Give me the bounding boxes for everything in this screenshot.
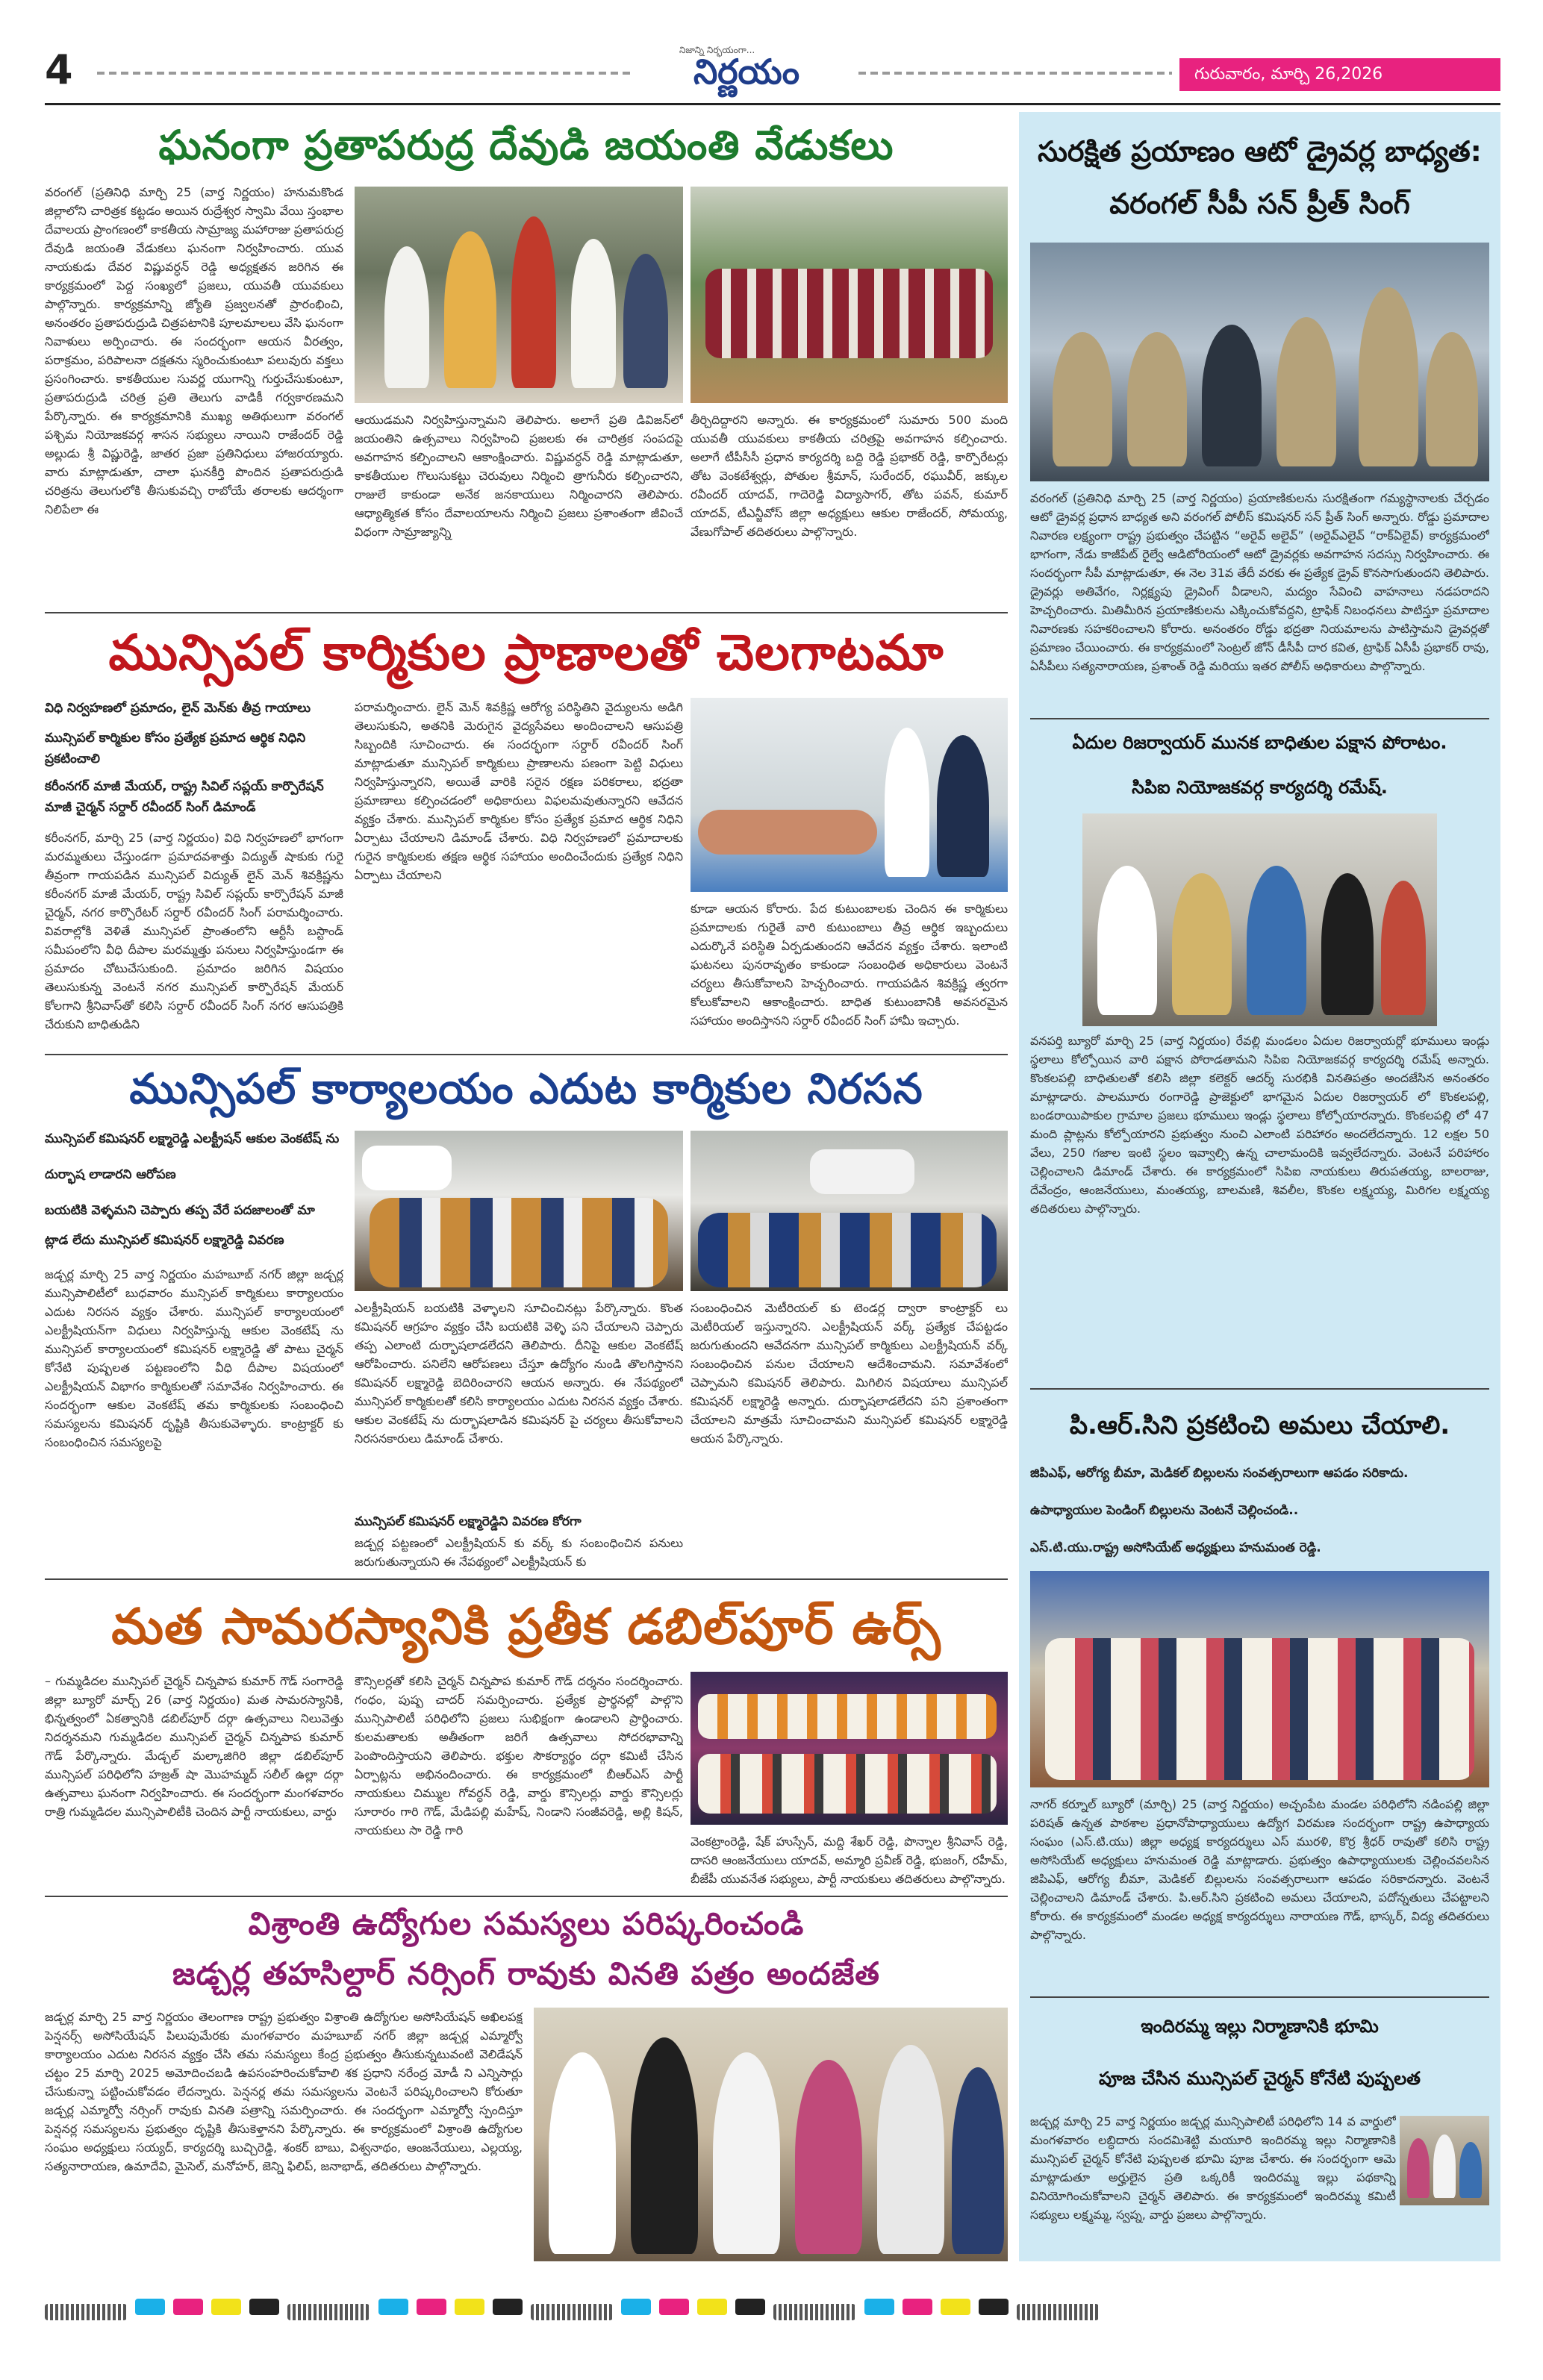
divider-2 (45, 1054, 1008, 1055)
swatch-magenta (173, 2299, 203, 2315)
article2-body-right: కూడా ఆయన కోరారు. పేద కుటుంబాలకు చెందిన ఈ కార్మికులు ప్రమాదాలకు గురైతే వారి కుటుంబాలు తీవ్ర ఆర్థిక ఇబ్బందులు ఎదుర్కొనే పరిస్థితి ఏర్పడుతుందని ఆవేదన వ్యక్తం చేశారు. ఇలాంటి ఘటనలు పునరావృతం కాకుండా సంబంధిత అధికారులు వెంటనే చర్యలు తీసుకోవాలని హెచ్చరించారు. గాయపడిన శివక్రిష్ణ త్వరగా కోలుకోవాలని ఆకాంక్షించారు. బాధిత కుటుంబానికి అవసరమైన సహాయం అందిస్తానని సర్దార్ రవీందర్ సింగ్ హామీ ఇచ్చారు. (691, 902, 1008, 1028)
article3-photo-protest-left (355, 1131, 683, 1291)
divider-1 (45, 612, 1008, 613)
divider-4 (45, 1896, 1008, 1897)
sidebar-story4-headline1: ఇందిరమ్మ ఇల్లు నిర్మాణానికి భూమి (1141, 2016, 1379, 2037)
registration-dash (45, 2304, 127, 2320)
header-dashes-right (858, 72, 1172, 75)
swatch-black (249, 2299, 279, 2315)
swatch-cyan (621, 2299, 651, 2315)
article3-deck-1: మున్సిపల్ కమిషనర్ లక్ష్మారెడ్డి ఎలక్ట్రీషన్ ఆకుల వెంకటేష్ ను (45, 1131, 340, 1146)
article3-headline: మున్సిపల్ కార్యాలయం ఎదుట కార్మికుల నిరసన (129, 1065, 923, 1114)
sidebar-story3-photo (1030, 1571, 1489, 1787)
article3-photo-protest-right (691, 1131, 1008, 1291)
sidebar-story3-deck-2: ఉపాధ్యాయుల పెండింగ్ బిల్లులను వెంటనే చెల్లించండి.. (1030, 1503, 1299, 1518)
article4-headline: మత సామరస్యానికి ప్రతీక డబిల్‌పూర్ ఉర్స్ (111, 1598, 941, 1655)
logo-tagline: నిజాన్ని నిర్భయంగా... (679, 45, 755, 55)
article2-headline: మున్సిపల్ కార్మికుల ప్రాణాలతో చెలగాటమా (108, 624, 944, 681)
article2-deck-3: కరీంనగర్ మాజీ మేయర్, రాష్ట్ర సివిల్ సప్లయ్ కార్పొరేషన్ మాజీ చైర్మన్ సర్దార్ రవీందర్ సింగ్ డిమాండ్ (45, 779, 324, 815)
swatch-yellow (941, 2299, 970, 2315)
sidebar-story4-body: జడ్చర్ల మార్చి 25 వార్త నిర్ణయం జడ్చర్ల మున్సిపాలిటీ పరిధిలోని 14 వ వార్డులో మంగళవారం లబ్ధిదారు సందమిశెట్టి మయూరి ఇందిరమ్మ ఇల్లు నిర్మాణానికి మున్సిపల్ చైర్మన్ కోనేటి పుష్పలత భూమి పూజ చేశారు. ఈ సందర్భంగా ఆమె మాట్లాడుతూ అర్హులైన ప్రతి ఒక్కరికీ ఇందిరమ్మ ఇల్లు పథకాన్ని వినియోగించుకోవాలని చైర్మన్ తెలిపారు. ఈ కార్యక్రమంలో ఇందిరమ్మ కమిటీ సభ్యులు లక్ష్మమ్మ, స్వప్న, వార్డు ప్రజలు పాల్గొన్నారు. (1030, 2114, 1396, 2222)
header-dashes-left (97, 72, 635, 75)
swatch-black (979, 2299, 1009, 2315)
swatch-yellow (455, 2299, 484, 2315)
sidebar-story1-headline: సురక్షిత ప్రయాణం ఆటో డ్రైవర్ల బాధ్యత: వరంగల్ సీపీ సన్ ప్రీత్ సింగ్ (1038, 135, 1482, 220)
swatch-magenta (659, 2299, 689, 2315)
date-bar: గురువారం, మార్చి 26,2026 (1179, 58, 1500, 91)
article2-body-left: కరీంనగర్, మార్చి 25 (వార్త నిర్ణయం) విధి నిర్వహణలో భాగంగా మరమ్మతులు చేస్తుండగా ప్రమాదవశాత్తు విద్యుత్ షాకుకు గురై తీవ్రంగా గాయపడిన మున్సిపల్ విద్యుత్ లైన్ మెన్ శివక్రిష్ణను కరీంనగర్ మాజీ మేయర్, రాష్ట్ర సివిల్ సప్లయ్ కార్పొరేషన్ మాజీ చైర్మన్, నగర కార్పొరేటర్ సర్దార్ రవీందర్ సింగ్ పరామర్శించారు. వివరాల్లోకి వెళితే మున్సిపల్ ప్రాంతంలోని ఆర్టీసీ బస్టాండ్ సమీపంలోని వీధి దీపాల మరమ్మత్తు పనులు నిర్వహిస్తుండగా ఈ ప్రమాదం చోటుచేసుకుంది. ప్రమాదం జరిగిన విషయం తెలుసుకున్న వెంటనే నగర మున్సిపల్ కార్పొరేషన్ మేయర్ కోలగాని శ్రీనివాస్‌తో కలిసి సర్దార్ రవీందర్ సింగ్ నగర ఆసుపత్రికి చేరుకుని బాధితుడిని (45, 831, 343, 1031)
swatch-cyan (378, 2299, 408, 2315)
article3-body-left: జడ్చర్ల మార్చి 25 వార్త నిర్ణయం మహబూబ్ నగర్ జిల్లా జడ్చర్ల మున్సిపాలిటీలో బుధవారం మున్సిపల్ కార్మికులు కార్యాలయం ఎదుట నిరసన వ్యక్తం చేశారు. మున్సిపల్ కార్యాలయంలో ఎలక్ట్రీషియన్‌గా విధులు నిర్వహిస్తున్న ఆకుల వెంకటేష్ ను మున్సిపల్ కార్యాలయంలో కమిషనర్ లక్ష్మారెడ్డి తో పాటు చైర్మన్ కోనేటి పుష్పలత పట్టణంలోని వీధి దీపాల విషయంలో ఎలక్ట్రీషియన్ విభాగం కార్మికులతో సమావేశం నిర్వహించారు. ఈ సందర్భంగా ఆకుల వెంకటేష్ తమ కార్మికులకు సంబంధించి సమస్యలను కమిషనర్ దృష్టికి తీసుకువెళ్ళారు. కాంట్రాక్టర్ కు సంబంధించిన సమస్యలపై (45, 1267, 343, 1449)
article1-photo-ceremony (355, 187, 683, 403)
article1-photo-students (691, 187, 1008, 403)
sidebar-story3-deck-3: ఎస్.టి.యు.రాష్ట్ర అసోసియేట్ అధ్యక్షులు హనుమంత రెడ్డి. (1030, 1540, 1321, 1555)
sidebar-story2-photo (1082, 813, 1437, 1026)
article1-headline: ఘనంగా ప్రతాపరుద్ర దేవుడి జయంతి వేడుకలు (158, 122, 894, 169)
page-number: 4 (45, 46, 73, 93)
swatch-cyan (135, 2299, 165, 2315)
article5-headline2: జడ్చర్ల తహసిల్దార్ నర్సింగ్ రావుకు వినతి పత్రం అందజేత (172, 1955, 880, 1992)
article1-body: వరంగల్ (ప్రతినిధి మార్చి 25 (వార్త నిర్ణయం) హనుమకొండ జిల్లాలోని చారిత్రక కట్టడం అయిన రుద్రేశ్వర స్వామి వేయి స్తంభాల దేవాలయ ప్రాంగణంలో కాకతీయ సామ్రాజ్య మహారాజు ప్రతాపరుద్ర దేవుడి జయంతి వేడుకలు ఘనంగా నిర్వహించారు. యువ నాయకుడు దేవర విష్ణువర్ధన్ రెడ్డి అధ్యక్షతన జరిగిన ఈ కార్యక్రమంలో పెద్ద సంఖ్యలో ప్రజలు, యువతీ యువకులు పాల్గొన్నారు. కార్యక్రమాన్ని జ్యోతి ప్రజ్వలనతో ప్రారంభించి, అనంతరం ప్రతాపరుద్రుడి చిత్రపటానికి పూలమాలలు వేసి ఘనంగా నివాళులు అర్పించారు. ఈ సందర్భంగా ఆయన వీరత్వం, పరాక్రమం, పరిపాలనా దక్షతను స్మరించుకుంటూ పలువురు వక్తలు ప్రసంగించారు. కాకతీయుల సువర్ణ యుగాన్ని గుర్తుచేసుకుంటూ, ప్రతాపరుద్రుడి చరిత్ర ప్రతి తెలుగు వాడికీ గర్వకారణమని పేర్కొన్నారు. ఈ కార్యక్రమానికి ముఖ్య అతిథులుగా వరంగల్ పశ్చిమ నియోజకవర్గ శాసన సభ్యులు నాయిని రాజేందర్ రెడ్డి అల్లుడు శ్రీ విష్ణురెడ్డి, జాతర ప్రజా ప్రతినిధులు హాజరయ్యారు. వారు మాట్లాడుతూ, చాలా ఘనకీర్తి పొందిన ప్రతాపరుద్రుడి చరిత్రను తెలుగులోకి తీసుకువచ్చి రాబోయే తరాలకు ఆదర్శంగా నిలిపేలా ఈ (45, 185, 343, 516)
sidebar-story2-headline2: సిపిఐ నియోజకవర్గ కార్యదర్శి రమేష్. (1132, 777, 1388, 798)
article4-body-mid: కౌన్సిలర్లతో కలిసి చైర్మన్ చిన్నపాప కుమార్ గౌడ్ దర్శనం సందర్శించారు. గంధం, పుష్ప చాదర్ సమర్పించారు. ప్రత్యేక ప్రార్థనల్లో పాల్గొని మున్సిపాలిటీ పరిధిలోని ప్రజలు సుభిక్షంగా ఉండాలని ప్రార్థించారు. కులమతాలకు అతీతంగా జరిగే ఉత్సవాలు సోదరభావాన్ని పెంపొందిస్తాయని తెలిపారు. భక్తుల సౌకర్యార్థం దర్గా కమిటీ చేసిన ఏర్పాట్లను అభినందించారు. ఈ కార్యక్రమంలో బీఆర్ఎస్ పార్టీ నాయకులు చిమ్ముల గోవర్ధన్ రెడ్డి, వార్డు కౌన్సిలర్లు వార్డు కౌన్సిలర్లు సూరారం గారి గౌడ్, మేడిపల్లి మహేష్, నిండాని సంజీవరెడ్డి, అల్లి కిషన్, నాయకులు సా రెడ్డి గారి (355, 1674, 683, 1837)
article5-photo-petition (534, 2008, 1008, 2261)
registration-dash (1017, 2304, 1099, 2320)
sidebar-divider-3 (1030, 1996, 1489, 1998)
sidebar-story3-headline: పి.ఆర్.సిని ప్రకటించి అమలు చేయాలి. (1069, 1411, 1450, 1440)
sidebar (1019, 112, 1500, 2261)
sidebar-story1-body: వరంగల్ (ప్రతినిధి మార్చి 25 (వార్త నిర్ణయం) ప్రయాణికులను సురక్షితంగా గమ్యస్థానాలకు చేర్చడం ఆటో డ్రైవర్ల ప్రధాన బాధ్యత అని వరంగల్ పోలీస్ కమిషనర్ సన్ ప్రీత్ సింగ్ అన్నారు. రోడ్డు ప్రమాదాల నివారణ లక్ష్యంగా రాష్ట్ర ప్రభుత్వం చేపట్టిన “అరైవ్ అలైవ్” (అరైవ్‌ఎలైవ్ “రాక్‌ఏలైవ్) కార్యక్రమంలో భాగంగా, నేడు కాజీపేట్ రైల్వే ఆడిటోరియంలో ఆటో డ్రైవర్లకు అవగాహన సదస్సు నిర్వహించారు. ఈ సందర్భంగా సీపీ మాట్లాడుతూ, ఈ నెల 31వ తేదీ వరకు ఈ ప్రత్యేక డ్రైవ్ కొనసాగుతుందని తెలిపారు. డ్రైవర్లు అతివేగం, నిర్లక్ష్యపు డ్రైవింగ్ వీడాలని, మద్యం సేవించి వాహనాలు నడపరాదని హెచ్చరించారు. మితిమీరిన ప్రయాణికులను ఎక్కించుకోవద్దని, ట్రాఫిక్ నిబంధనలు పాటిస్తూ ప్రమాదాల నివారణకు సహకరించాలని కోరారు. అనంతరం రోడ్డు భద్రతా నియమాలను పాటిస్తామని డ్రైవర్లతో ప్రమాణం చేయించారు. ఈ కార్యక్రమంలో సెంట్రల్ జోన్ డీసీపీ దార కవిత, ట్రాఫిక్ ఏసీపీ ప్రభాకర్ రావు, ఏసీపీలు సత్యనారాయణ, ప్రశాంత్ రెడ్డి మరియు ఇతర పోలీస్ అధికారులు పాల్గొన్నారు. (1030, 491, 1489, 673)
article1-caption-mid: ఆయుడమని నిర్వహిస్తున్నామని తెలిపారు. అలాగే ప్రతి డివిజన్‌లో జయంతిని ఉత్సవాలు నిర్వహించి ప్రజలకు ఈ చారిత్రక సంపదపై అవగాహన కల్పించాలని ఆకాంక్షించారు. విష్ణువర్ధన్ రెడ్డి మాట్లాడుతూ, కాకతీయుల గొలుసుకట్టు చెరువులు నిర్మించి త్రాగునీరు కల్పించారని, రాజులే కాకుండా అనేక జనకాయులు నిర్మించారని తెలిపారు. ఆధ్యాత్మికత కోసం దేవాలయాలను నిర్మించి ప్రజలు ప్రశాంతంగా జీవించే విధంగా సామ్రాజ్యాన్ని (355, 413, 683, 539)
swatch-cyan (864, 2299, 894, 2315)
logo-text: నిర్ణయం (693, 51, 800, 92)
article3-sub-bold: మున్సిపల్ కమిషనర్ లక్ష్మారెడ్డిని వివరణ కోరగా (355, 1514, 582, 1529)
article4-body-left: – గుమ్మడిదల మున్సిపల్ చైర్మన్ చిన్నపాప కుమార్ గౌడ్ సంగారెడ్డి జిల్లా బ్యూరో మార్చ్ 26 (వార్త నిర్ణయం) మత సామరస్యానికి, భిన్నత్వంలో ఏకత్వానికి డబిల్‌పూర్ దర్గా ఉత్సవాలు నిలువెత్తు నిదర్శనమని గుమ్మడిదల మున్సిపల్ చైర్మన్ చిన్నపాప కుమార్ గౌడ్ పేర్కొన్నారు. మేడ్చల్ మల్కాజిగిరి జిల్లా డబిల్‌పూర్ మున్సిపల్ పరిధిలోని హజ్రత్ షా మొహమ్మద్ సలీల్ ఉల్లా దర్గా ఉత్సవాలు ఘనంగా నిర్వహించారు. ఈ సందర్భంగా మంగళవారం రాత్రి గుమ్మడిదల మున్సిపాలిటీకి చెందిన పార్టీ నాయకులు, వార్డు (45, 1674, 343, 1819)
sidebar-story4-photo (1400, 2116, 1489, 2205)
divider-3 (45, 1578, 1008, 1580)
article2-body-mid: పరామర్శించారు. లైన్ మెన్ శివక్రిష్ణ ఆరోగ్య పరిస్థితిని వైద్యులను అడిగి తెలుసుకుని, అతనికి మెరుగైన వైద్యసేవలు అందించాలని ఆసుపత్రి సిబ్బందికి సూచించారు. ఈ సందర్భంగా సర్దార్ రవీందర్ సింగ్ మాట్లాడుతూ మున్సిపల్ కార్మికులు ప్రాణాలను పణంగా పెట్టి విధులు నిర్వహిస్తున్నారని, అయితే వారికి సరైన రక్షణ పరికరాలు, భద్రతా ప్రమాణాలు కల్పించడంలో అధికారులు విఫలమవుతున్నారని ఆవేదన వ్యక్తం చేశారు. మున్సిపల్ కార్మికుల కోసం ప్రత్యేక ప్రమాద ఆర్థిక నిధిని ఏర్పాటు చేయాలని డిమాండ్ చేశారు. విధి నిర్వహణలో ప్రమాదాలకు గురైన కార్మికులకు తక్షణ ఆర్థిక సహాయం అందించేందుకు ప్రత్యేక నిధిని ఏర్పాటు చేయాలని (355, 700, 683, 882)
masthead-logo (649, 45, 844, 94)
sidebar-story2-headline1: ఏదుల రిజర్వాయర్ మునక బాధితుల పక్షాన పోరాటం. (1072, 732, 1447, 753)
article3-deck-3: బయటికి వెళ్ళమని చెప్పారు తప్ప వేరే పదజాలంతో మా (45, 1203, 315, 1218)
article3-deck-4: ట్లాడ లేదు మున్సిపల్ కమిషనర్ లక్ష్మారెడ్డి వివరణ (45, 1233, 284, 1248)
header-rule (45, 103, 1500, 105)
swatch-black (493, 2299, 523, 2315)
swatch-black (735, 2299, 765, 2315)
article2-deck-1: విధి నిర్వహణలో ప్రమాదం, లైన్ మెన్‌కు తీవ్ర గాయాలు (45, 701, 311, 716)
sidebar-divider-1 (1030, 718, 1489, 719)
article3-body-mid: ఎలక్ట్రీషియన్ బయటికి వెళ్ళాలని సూచించినట్లు పేర్కొన్నారు. కొంత కమిషనర్ ఆగ్రహం వ్యక్తం చేసి బయటికి వెళ్ళి పని చేయాలని చెప్పారు తప్ప ఎలాంటి దుర్భాషలాడలేదని తెలిపారు. దీనిపై ఆకుల వెంకటేష్ ఆరోపించారు. పనిలేని ఆరోపణలు చేస్తూ ఉద్యోగం నుండి తొలగిస్తానని కమిషనర్ లక్ష్మారెడ్డి బెదిరించారని ఆయన అన్నారు. ఈ నేపథ్యంలో మున్సిపల్ కార్మికులతో కలిసి కార్యాలయం ఎదుట నిరసన వ్యక్తం చేశారు. ఆకుల వెంకటేష్ ను దుర్భాషలాడిన కమిషనర్ పై చర్యలు తీసుకోవాలని నిరసనకారులు డిమాండ్ చేశారు. (355, 1301, 683, 1446)
swatch-magenta (903, 2299, 932, 2315)
article4-photo-urs (691, 1672, 1008, 1825)
article4-body-right: వెంకట్రాంరెడ్డి, షేక్ హుస్సేన్, మద్ది శేఖర్ రెడ్డి, పొన్నాల శ్రీనివాస్ రెడ్డి, దాసరి ఆంజనేయులు యాదవ్, అమ్మారి ప్రవీణ్ రెడ్డి, భుజంగ్, రహీమ్, బీజేపీ యువనేత సభ్యులు, పార్టీ నాయకులు తదితరులు పాల్గొన్నారు. (691, 1834, 1008, 1886)
registration-dash (287, 2304, 370, 2320)
article1-caption-right: తీర్చిదిద్దారని అన్నారు. ఈ కార్యక్రమంలో సుమారు 500 మంది యువతీ యువకులు కాకతీయ చరిత్రపై అవగాహన కల్పించారు. అలాగే టీపీసీసీ ప్రధాన కార్యదర్శి బద్ది రెడ్డి ప్రభాకర్ రెడ్డి, కార్పొరేటర్లు తోట వెంకటేశ్వర్లు, పోతుల శ్రీమాన్, సురేందర్, రఘువీర్, జక్కుల రవీందర్ యాదవ్, గాదెరెడ్డి విద్యాసాగర్, తోట పవన్, కుమార్ యాదవ్, టీఎన్జీవోస్ జిల్లా అధ్యక్షులు ఆకుల రాజేందర్, సోమయ్య, వేణుగోపాల్ తదితరులు పాల్గొన్నారు. (691, 413, 1008, 539)
registration-dash (531, 2304, 613, 2320)
sidebar-story1-photo (1030, 243, 1489, 481)
article5-headline1: విశ్రాంతి ఉద్యోగుల సమస్యలు పరిష్కరించండి (248, 1905, 805, 1942)
sidebar-story2-body: వనపర్తి బ్యూరో మార్చి 25 (వార్త నిర్ణయం) రేవల్లి మండలం ఏదుల రిజర్వాయర్లో భూములు ఇండ్లు స్థలాలు కోల్పోయిన వారి పక్షాన పోరాడతామని సిపిఐ నియోజకవర్గ కార్యదర్శి రమేష్ అన్నారు. కొంకలపల్లి బాధితులతో కలిసి జిల్లా కలెక్టర్ ఆదర్శ్ సురభికి వినతిపత్రం అందజేసిన అనంతరం మాట్లాడారు. పాలమూరు రంగారెడ్డి ప్రాజెక్టులో భాగమైన ఏదుల రిజర్వాయర్ లో కొంకలపల్లి, బండరాయిపాకుల గ్రామాల ప్రజలు భూములు ఇండ్లు స్థలాలు కోల్పోయారన్నారు. కొంకలపల్లి లో 47 మంది ప్లాట్లను కోల్పోయారని ప్రభుత్వం నుంచి ఎలాంటి పరిహారం అందలేదన్నారు. 12 లక్షల 50 వేలు, 250 గజాల ఇంటి స్థలం ఇవ్వాల్సి ఉన్న చాలామందికి ఇవ్వలేదన్నారు. వెంటనే పరిహారం చెల్లించాలని డిమాండ్ చేశారు. ఈ కార్యక్రమంలో సిపిఐ నాయకులు తిరుపతయ్య, బాలరాజు, దేవేంద్రం, ఆంజనేయులు, మంతయ్య, బాలమణి, శివలీల, కొంకల లక్ష్మయ్య, మిరిగల లక్ష్మయ్య తదితరులు పాల్గొన్నారు. (1030, 1034, 1489, 1216)
sidebar-story4-headline2: పూజ చేసిన మున్సిపల్ చైర్మన్ కోనేటి పుష్పలత (1099, 2068, 1421, 2089)
print-registration-strip (45, 2299, 1500, 2321)
article3-body-mid2: జడ్చర్ల పట్టణంలో ఎలక్ట్రీషియన్ కు వర్క్ కు సంబంధించిన పనులు జరుగుతున్నాయని ఈ నేపథ్యంలో ఎలక్ట్రీషియన్ కు (355, 1536, 683, 1569)
article2-photo-hospital (691, 698, 1008, 892)
sidebar-story3-body: నాగర్ కర్నూల్ బ్యూరో (మార్చి) 25 (వార్త నిర్ణయం) అచ్చంపేట మండల పరిధిలోని నడింపల్లి జిల్లా పరిషత్ ఉన్నత పాఠశాల ప్రధానోపాధ్యాయులు ఉద్యోగ విరమణ సందర్భంగా రాష్ట్ర ఉపాధ్యాయ సంఘం (ఎస్.టి.యు) జిల్లా అధ్యక్ష కార్యదర్శులు ఎస్ మురళి, కొర్ర శ్రీధర్ రావుతో కలిసి రాష్ట్ర అసోసియేట్ అధ్యక్షులు హనుమంత రెడ్డి మాట్లాడారు. ప్రభుత్వం ఉపాధ్యాయులకు చెల్లించవలసిన జిపిఎఫ్, ఆరోగ్య బీమా, మెడికల్ బిల్లులను సంవత్సరాలుగా ఆపడం సరికాదన్నారు. వెంటనే చెల్లించాలని డిమాండ్ చేశారు. పి.ఆర్.సిని ప్రకటించి అమలు చేయాలని, పదోన్నతులు చేపట్టాలని కోరారు. ఈ కార్యక్రమంలో మండల అధ్యక్ష కార్యదర్శులు నారాయణ గౌడ్, భాస్కర్, విద్య తదితరులు పాల్గొన్నారు. (1030, 1797, 1489, 1942)
article3-body-right: సంబంధించిన మెటీరియల్ కు టెండర్ల ద్వారా కాంట్రాక్టర్ లు మెటీరియల్ ఇస్తున్నారని. ఎలక్ట్రీషియన్ వర్క్ ప్రత్యేక చేపట్టడం జరుగుతుందని ఆవేదనగా మున్సిపల్ కార్మికులు ఎలక్ట్రీషియన్ వర్క్ సంబంధించిన పనుల చేయాలని ఆదేశించామని. సమావేశంలో చెప్పామని కమిషనర్ తెలిపారు. మిగిలిన విషయాలు మున్సిపల్ కమిషనర్ లక్ష్మారెడ్డి అన్నారు. దుర్భాషలాడలేదని పని ప్రశాంతంగా చేయాలని మాత్రమే సూచించామని మున్సిపల్ కమిషనర్ లక్ష్మారెడ్డి ఆయన పేర్కొన్నారు. (691, 1301, 1008, 1446)
article5-body: జడ్చర్ల మార్చి 25 వార్త నిర్ణయం తెలంగాణ రాష్ట్ర ప్రభుత్వం విశ్రాంతి ఉద్యోగుల అసోసియేషన్ అఖిలపక్ష పెన్షనర్స్ అసోసియేషన్ పిలుపుమేరకు మంగళవారం మహబూబ్ నగర్ జిల్లా జడ్చర్ల ఎమ్మార్వో కార్యాలయం ఎదుట నిరసన వ్యక్తం చేసి తమ సమస్యలు కేంద్ర ప్రభుత్వం తీసుకున్నటువంటి వెలిడేషన్ చట్టం 25 మార్చి 2025 అమోదించబడి ఉపసంహరించుకోవాలి శక ప్రధాని నరేంద్ర మోడీ ని ఎన్నిసార్లు చేసుకున్నా పట్టించుకోవడం లేదన్నారు. పెన్షనర్ల తమ సమస్యలను వెంటనే పరిష్కరించాలని కోరుతూ జడ్చర్ల ఎమ్మార్వో నర్సింగ్ రావుకు వినతి పత్రాన్ని సమర్పించారు. ఈ సందర్భంగా ఎమ్మార్వో స్పందిస్తూ పెన్షనర్ల సమస్యలను ప్రభుత్వం దృష్టికి తీసుకెళ్తానని పేర్కొన్నారు. ఈ కార్యక్రమంలో విశ్రాంతి ఉద్యోగుల సంఘం అధ్యక్షులు సయ్యద్, కార్యదర్శి బుచ్చిరెడ్డి, శంకర్ బాబు, విశ్వనాథం, ఆంజనేయులు, ఎల్లయ్య, సత్యనారాయణ, ఉమాదేవి, మైసెల్, మనోహర్, జెన్ని ఫిలిప్, జనాభాడ్, తదితరులు పాల్గొన్నారు. (45, 2010, 523, 2173)
article3-deck-2: దుర్భాష లాడారని ఆరోపణ (45, 1167, 176, 1182)
swatch-magenta (417, 2299, 446, 2315)
swatch-yellow (211, 2299, 241, 2315)
swatch-yellow (697, 2299, 727, 2315)
registration-dash (773, 2304, 855, 2320)
sidebar-story3-deck-1: జిపిఎఫ్, ఆరోగ్య బీమా, మెడికల్ బిల్లులను సంవత్సరాలుగా ఆపడం సరికాదు. (1030, 1466, 1409, 1481)
article2-deck-2: మున్సిపల్ కార్మికుల కోసం ప్రత్యేక ప్రమాద ఆర్థిక నిధిని ప్రకటించాలి (45, 731, 306, 766)
sidebar-divider-2 (1030, 1388, 1489, 1390)
